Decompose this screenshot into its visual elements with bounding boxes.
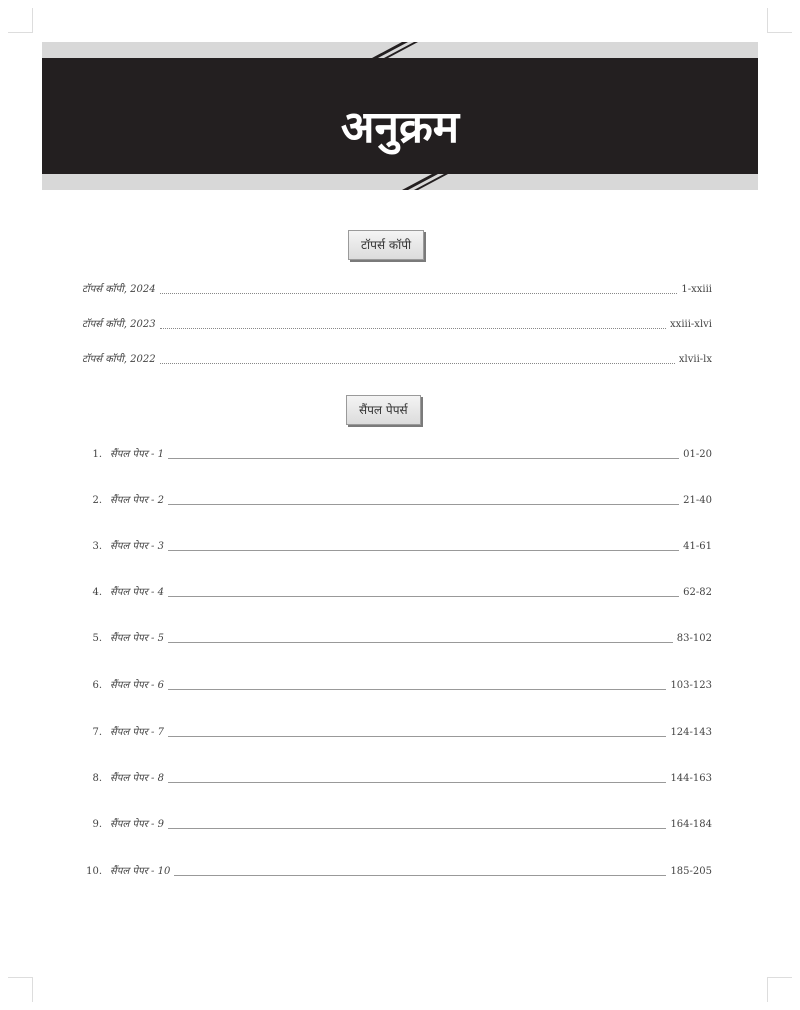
- toc-pages: 41-61: [683, 541, 712, 552]
- leader-line: [168, 827, 666, 829]
- toc-number: 1.: [92, 449, 102, 460]
- toc-row[interactable]: [82, 353, 712, 367]
- toc-label: टॉपर्स कॉपी, 2022: [82, 354, 156, 365]
- crop-mark-bottom-right: [767, 977, 792, 1002]
- toc-pages: 1-xxiii: [681, 284, 712, 295]
- toc-number: 6.: [92, 680, 102, 691]
- toc-label: सैंपल पेपर - 6: [110, 680, 164, 691]
- toc-number: 5.: [92, 633, 102, 644]
- crop-mark-top-left: [8, 8, 33, 33]
- toc-label: सैंपल पेपर - 9: [110, 819, 164, 830]
- toc-row[interactable]: [82, 865, 712, 879]
- toc-number: 8.: [92, 773, 102, 784]
- leader-line: [174, 874, 666, 876]
- toc-label: सैंपल पेपर - 5: [110, 633, 164, 644]
- toc-row[interactable]: [82, 632, 712, 646]
- toc-label: सैंपल पेपर - 2: [110, 495, 164, 506]
- leader-line: [168, 457, 679, 459]
- page-title: अनुक्रम: [340, 102, 460, 153]
- section-title-toppers-copy: टॉपर्स कॉपी: [348, 230, 424, 260]
- toc-pages: 164-184: [670, 819, 712, 830]
- toc-row[interactable]: [82, 772, 712, 786]
- toc-label: सैंपल पेपर - 7: [110, 727, 164, 738]
- toc-row[interactable]: [82, 283, 712, 297]
- toc-label: सैंपल पेपर - 4: [110, 587, 164, 598]
- leader-dots: [160, 292, 678, 294]
- toc-pages: 21-40: [683, 495, 712, 506]
- leader-line: [168, 595, 679, 597]
- toc-number: 2.: [92, 495, 102, 506]
- toc-number: 4.: [92, 587, 102, 598]
- toc-row[interactable]: [82, 586, 712, 600]
- leader-line: [168, 503, 679, 505]
- toc-pages: 01-20: [683, 449, 712, 460]
- toc-row[interactable]: [82, 679, 712, 693]
- toc-row[interactable]: [82, 494, 712, 508]
- toc-number: 9.: [92, 819, 102, 830]
- leader-dots: [160, 362, 675, 364]
- crop-mark-bottom-left: [8, 977, 33, 1002]
- toc-row[interactable]: [82, 448, 712, 462]
- toc-label: सैंपल पेपर - 10: [110, 866, 171, 877]
- toc-pages: 144-163: [670, 773, 712, 784]
- toc-pages: 124-143: [670, 727, 712, 738]
- toc-number: 7.: [92, 727, 102, 738]
- toc-row[interactable]: [82, 318, 712, 332]
- toc-number: 10.: [86, 866, 102, 877]
- toc-label: टॉपर्स कॉपी, 2023: [82, 319, 156, 330]
- toc-label: टॉपर्स कॉपी, 2024: [82, 284, 156, 295]
- leader-line: [168, 549, 679, 551]
- toc-pages: 83-102: [676, 633, 712, 644]
- crop-mark-top-right: [767, 8, 792, 33]
- toc-number: 3.: [92, 541, 102, 552]
- section-title-sample-papers: सैंपल पेपर्स: [346, 395, 421, 425]
- toc-pages: 62-82: [683, 587, 712, 598]
- toc-row[interactable]: [82, 726, 712, 740]
- toc-row[interactable]: [82, 818, 712, 832]
- leader-line: [168, 781, 666, 783]
- leader-line: [168, 735, 666, 737]
- leader-dots: [160, 327, 666, 329]
- toc-pages: 185-205: [670, 866, 712, 877]
- toc-pages: xxiii-xlvi: [670, 319, 712, 330]
- toc-label: सैंपल पेपर - 3: [110, 541, 164, 552]
- leader-line: [168, 688, 666, 690]
- toc-row[interactable]: [82, 540, 712, 554]
- toc-pages: 103-123: [670, 680, 712, 691]
- toc-label: सैंपल पेपर - 8: [110, 773, 164, 784]
- toc-pages: xlvii-lx: [678, 354, 712, 365]
- header-banner: [42, 42, 758, 190]
- leader-line: [168, 641, 673, 643]
- toc-label: सैंपल पेपर - 1: [110, 449, 164, 460]
